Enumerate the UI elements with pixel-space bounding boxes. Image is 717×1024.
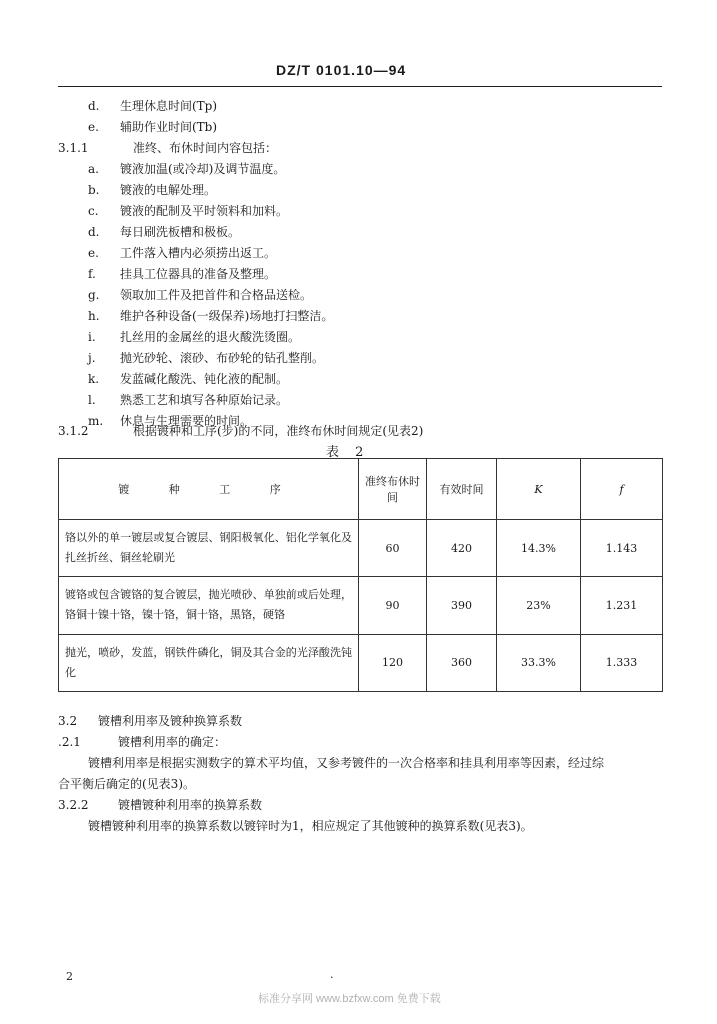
table-2 <box>58 458 663 692</box>
cell-prep: 90 <box>359 577 427 634</box>
list-item: e. 辅助作业时间(Tb) <box>88 120 218 134</box>
list-item: g. 领取加工件及把首件和合格品送检。 <box>88 288 313 302</box>
col-header-effective-time: 有效时间 <box>427 459 497 520</box>
table-row <box>59 634 663 691</box>
col-header-f: f <box>581 459 663 520</box>
page-number: 2 <box>66 970 73 983</box>
list-item: i. 扎丝用的金属丝的退火酸洗烫圈。 <box>88 330 301 344</box>
col-header-k: K <box>497 459 581 520</box>
list-item: b. 镀液的电解处理。 <box>88 183 217 197</box>
list-item: e. 工件落入槽内必须捞出返工。 <box>88 246 277 260</box>
list-item: k. 发蓝碱化酸洗、钝化液的配制。 <box>88 372 289 386</box>
paragraph-line: 合平衡后确定的(见表3)。 <box>58 777 195 791</box>
cell-process: 镀铬或包含镀铬的复合镀层，抛光喷砂、单独前或后处理，铬铜十镍十铬，镍十铬，铜十铬，黑铬，硬铬 <box>59 577 359 634</box>
cell-k: 33.3% <box>497 634 581 691</box>
list-item: h. 维护各种设备(一级保养)场地打扫整洁。 <box>88 309 334 323</box>
table-row <box>59 577 663 634</box>
list-item: c. 镀液的配制及平时领料和加料。 <box>88 204 289 218</box>
cell-effective: 390 <box>427 577 497 634</box>
list-item: f. 挂具工位器具的准备及整理。 <box>88 267 277 281</box>
cell-prep: 60 <box>359 520 427 577</box>
list-item: a. 镀液加温(或冷却)及调节温度。 <box>88 162 286 176</box>
section-3-1-1-heading: 3.1.1 准终、布休时间内容包括： <box>58 141 278 155</box>
cell-prep: 120 <box>359 634 427 691</box>
section-3-2-heading: 3.2 镀槽利用率及镀种换算系数 <box>58 714 243 728</box>
paragraph-line: 镀槽利用率是根据实测数字的算术平均值，又参考镀件的一次合格率和挂具利用率等因素，经过综 <box>88 756 605 770</box>
table-row <box>59 520 663 577</box>
cell-process: 抛光，喷砂，发蓝，钢铁件磷化，铜及其合金的光泽酸洗钝化 <box>59 634 359 691</box>
cell-f: 1.231 <box>581 577 663 634</box>
cell-k: 23% <box>497 577 581 634</box>
col-header-process: 镀 种 工 序 <box>59 459 359 520</box>
list-item: j. 抛光砂轮、滚砂、布砂轮的钻孔整削。 <box>88 351 325 365</box>
cell-k: 14.3% <box>497 520 581 577</box>
standard-code: DZ/T 0101.10—94 <box>276 62 407 78</box>
paragraph-line: 镀槽镀种利用率的换算系数以镀锌时为1，相应规定了其他镀种的换算系数(见表3)。 <box>88 819 533 833</box>
header-rule <box>58 86 662 87</box>
list-item: l. 熟悉工艺和填写各种原始记录。 <box>88 393 289 407</box>
section-3-2-2-heading: 3.2.2 镀槽镀种利用率的换算系数 <box>58 798 263 812</box>
col-header-prep-time: 准终布休时间 <box>359 459 427 520</box>
table-header-row <box>59 459 663 520</box>
footer-dot: · <box>330 971 334 984</box>
list-item: d. 生理休息时间(Tp) <box>88 99 218 113</box>
cell-process: 铬以外的单一镀层或复合镀层、钢阳极氧化、铝化学氧化及扎丝折丝、铜丝轮刷光 <box>59 520 359 577</box>
section-3-2-1-heading: .2.1 镀槽利用率的确定： <box>58 735 227 749</box>
cell-effective: 360 <box>427 634 497 691</box>
list-item: d. 每日刷洗板槽和极板。 <box>88 225 241 239</box>
cell-f: 1.143 <box>581 520 663 577</box>
table-caption: 表 2 <box>326 445 370 460</box>
list-item: m. 休息与生理需要的时间。 <box>88 414 253 428</box>
watermark: 标准分享网 www.bzfxw.com 免费下载 <box>258 993 441 1005</box>
cell-f: 1.333 <box>581 634 663 691</box>
cell-effective: 420 <box>427 520 497 577</box>
section-3-1-2: 3.1.2 根据镀种和工序(步)的不同，准终布休时间规定(见表2) <box>58 424 424 438</box>
